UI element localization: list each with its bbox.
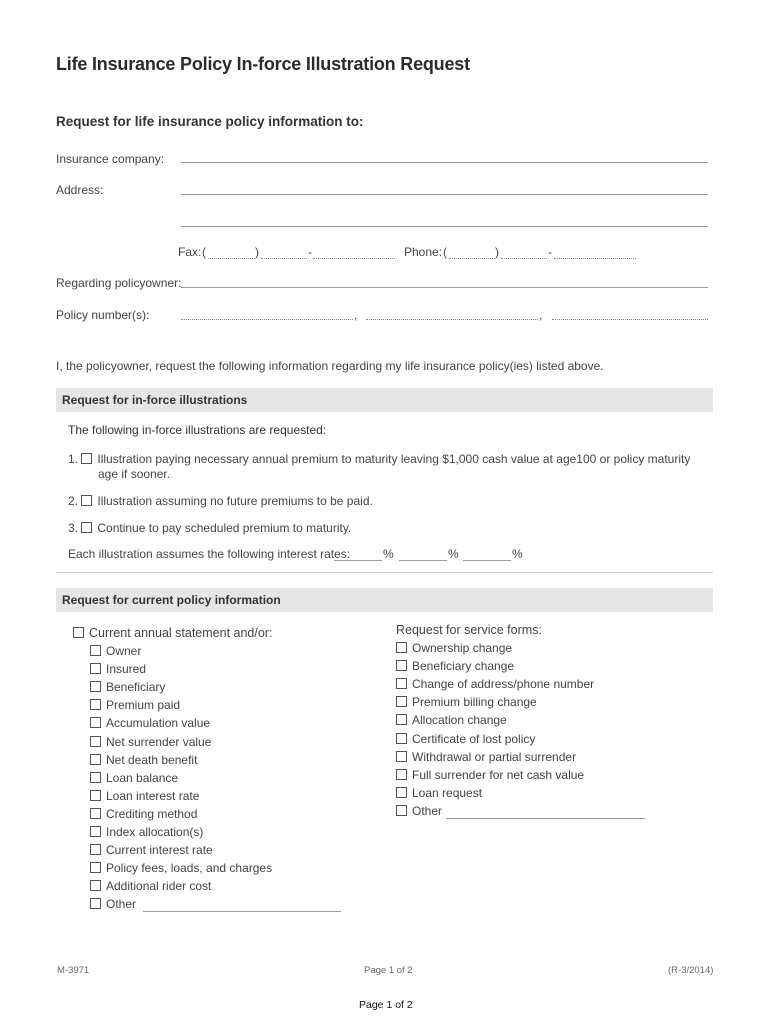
current-info-section-title: Request for current policy information [62, 593, 281, 607]
annual-statement-item [90, 771, 178, 785]
illustration-option-1-checkbox[interactable] [81, 453, 92, 464]
annual-statement-item [90, 897, 136, 911]
illustration-option-2-checkbox[interactable] [81, 495, 92, 506]
annual-statement-checkbox[interactable] [90, 754, 101, 765]
service-form-checkbox[interactable] [396, 660, 407, 671]
annual-statement-item [90, 680, 165, 694]
annual-statement-item-label: Net surrender value [106, 734, 212, 749]
service-form-item [396, 695, 537, 709]
service-form-checkbox[interactable] [396, 787, 407, 798]
fax-paren-close: ) [255, 245, 259, 259]
fax-dash: - [308, 245, 312, 259]
service-form-item [396, 677, 594, 691]
phone-prefix-field[interactable] [501, 258, 547, 259]
annual-statement-item-label: Current interest rate [106, 843, 213, 858]
fax-line-field[interactable] [313, 258, 395, 259]
annual-statement-item-label: Loan interest rate [106, 788, 200, 803]
annual-statement-checkbox[interactable] [90, 699, 101, 710]
annual-statement-checkbox[interactable] [73, 627, 84, 638]
illustration-option-3-number: 3. [68, 521, 79, 535]
annual-statement-checkbox[interactable] [90, 862, 101, 873]
interest-rate-percent-1: % [383, 547, 394, 561]
section-divider [56, 572, 713, 573]
service-form-item-label: Withdrawal or partial surrender [412, 749, 577, 764]
viewer-page-indicator: Page 1 of 2 [359, 999, 413, 1011]
page-title: Life Insurance Policy In-force Illustration Request [56, 54, 470, 74]
policy-number-field-1[interactable] [181, 319, 353, 320]
service-form-checkbox[interactable] [396, 733, 407, 744]
illustration-option-3-checkbox[interactable] [81, 522, 92, 533]
illustration-option-2-number: 2. [68, 494, 79, 508]
annual-statement-item [90, 662, 146, 676]
illustration-option-2 [68, 494, 373, 508]
service-form-checkbox[interactable] [396, 769, 407, 780]
annual-statement-item-label: Crediting method [106, 806, 198, 821]
fax-area-code-field[interactable] [208, 258, 255, 259]
policy-number-field-2[interactable] [366, 319, 538, 320]
phone-label: Phone: [404, 245, 443, 259]
annual-statement-item [90, 789, 199, 803]
form-number: M-3971 [57, 965, 90, 976]
annual-statement-checkbox[interactable] [90, 772, 101, 783]
phone-line-field[interactable] [554, 258, 636, 259]
annual-statement-item [90, 698, 180, 712]
revision-date: (R-3/2014) [668, 965, 714, 976]
illustration-option-1 [68, 452, 690, 466]
annual-statement-item [90, 753, 197, 767]
service-form-checkbox[interactable] [396, 751, 407, 762]
service-form-item [396, 750, 576, 764]
service-forms-label: Request for service forms: [396, 623, 542, 637]
illustration-option-3 [68, 521, 351, 535]
insurance-company-label: Insurance company: [56, 152, 165, 166]
illustration-option-3-text: Continue to pay scheduled premium to maturity. [97, 521, 352, 535]
annual-statement-checkbox[interactable] [90, 808, 101, 819]
service-form-item-label: Premium billing change [412, 695, 537, 710]
inforce-section-header [56, 388, 713, 412]
service-form-checkbox[interactable] [396, 678, 407, 689]
phone-dash: - [548, 245, 552, 259]
annual-statement-checkbox[interactable] [90, 663, 101, 674]
annual-statement-item [90, 716, 210, 730]
service-form-item [396, 786, 482, 800]
service-form-item [396, 768, 584, 782]
illustration-option-1-text: Illustration paying necessary annual premium to maturity leaving $1,000 cash value at age100 or policy maturity [97, 452, 691, 466]
annual-statement-checkbox[interactable] [90, 645, 101, 656]
annual-statement-item [90, 843, 213, 857]
annual-statement-checkbox[interactable] [90, 717, 101, 728]
phone-area-code-field[interactable] [449, 258, 495, 259]
annual-statement-item [90, 644, 141, 658]
service-form-item [396, 732, 535, 746]
policy-number-comma-1: , [354, 308, 358, 322]
annual-statement-item-label: Insured [106, 662, 147, 677]
address-field-line-2[interactable] [181, 226, 708, 227]
annual-statement-label: Current annual statement and/or: [89, 626, 273, 640]
annual-statement-item-label: Owner [106, 644, 142, 658]
annual-statement-item [90, 825, 203, 839]
service-form-item-label: Other [412, 803, 443, 818]
inforce-section-title: Request for in-force illustrations [62, 393, 248, 407]
service-form-item-label: Full surrender for net cash value [412, 767, 585, 782]
annual-statement-item-label: Additional rider cost [106, 879, 212, 894]
annual-statement-checkbox[interactable] [90, 844, 101, 855]
service-other-field[interactable] [446, 818, 645, 819]
current-info-section-header [56, 588, 713, 612]
phone-paren-close: ) [495, 245, 499, 259]
service-form-checkbox[interactable] [396, 714, 407, 725]
service-form-item-label: Certificate of lost policy [412, 731, 536, 746]
illustration-option-1-text-line-2: age if sooner. [98, 467, 171, 481]
service-form-checkbox[interactable] [396, 805, 407, 816]
illustration-option-1-number: 1. [68, 452, 79, 466]
fax-label: Fax: [178, 245, 202, 259]
policy-number-field-3[interactable] [552, 319, 708, 320]
interest-rate-field-1[interactable] [334, 560, 382, 561]
annual-statement-item [90, 879, 211, 893]
policy-number-comma-2: , [539, 308, 543, 322]
annual-statement-checkbox[interactable] [90, 790, 101, 801]
fax-prefix-field[interactable] [261, 258, 307, 259]
fax-paren-open: ( [202, 245, 206, 259]
service-form-item [396, 804, 442, 818]
page-indicator: Page 1 of 2 [364, 965, 413, 976]
annual-statement-checkbox[interactable] [90, 736, 101, 747]
phone-paren-open: ( [443, 245, 447, 259]
annual-statement-item [90, 807, 197, 821]
interest-rates-label: Each illustration assumes the following interest rates: [68, 547, 351, 561]
insurance-company-field[interactable] [181, 162, 708, 163]
request-subtitle: Request for life insurance policy information to: [56, 114, 364, 129]
policyowner-label: Regarding policyowner: [56, 276, 182, 290]
illustration-option-2-text: Illustration assuming no future premiums to be paid. [97, 494, 373, 508]
illustrations-intro: The following in-force illustrations are requested: [68, 423, 327, 437]
service-form-item [396, 659, 514, 673]
service-form-item-label: Loan request [412, 785, 483, 800]
annual-statement-item-label: Other [106, 897, 137, 912]
annual-statement-checkbox[interactable] [90, 681, 101, 692]
annual-statement-item-label: Index allocation(s) [106, 825, 204, 839]
address-field-line-1[interactable] [181, 194, 708, 195]
annual-statement-item-label: Net death benefit [106, 752, 198, 767]
annual-statement-item-label: Loan balance [106, 770, 179, 785]
service-form-item [396, 713, 507, 727]
service-form-checkbox[interactable] [396, 696, 407, 707]
policyowner-statement: I, the policyowner, request the following information regarding my life insurance policy(ies) listed above. [56, 359, 604, 373]
service-form-item-label: Ownership change [412, 641, 513, 655]
annual-statement-item-label: Beneficiary [106, 680, 166, 695]
service-form-checkbox[interactable] [396, 642, 407, 653]
interest-rate-percent-2: % [448, 547, 459, 561]
interest-rate-percent-3: % [512, 547, 523, 561]
annual-statement-option [73, 626, 272, 640]
annual-other-field[interactable] [143, 911, 341, 912]
service-form-item-label: Change of address/phone number [412, 677, 595, 692]
interest-rate-field-2[interactable] [399, 560, 447, 561]
annual-statement-item-label: Premium paid [106, 698, 181, 713]
service-form-item-label: Allocation change [412, 713, 507, 728]
policy-numbers-label: Policy number(s): [56, 308, 150, 322]
service-form-item-label: Beneficiary change [412, 659, 515, 674]
annual-statement-item-label: Policy fees, loads, and charges [106, 861, 273, 876]
annual-statement-checkbox[interactable] [90, 880, 101, 891]
address-label: Address: [56, 183, 104, 197]
annual-statement-checkbox[interactable] [90, 898, 101, 909]
policyowner-field[interactable] [181, 287, 708, 288]
annual-statement-item [90, 861, 272, 875]
service-form-item [396, 641, 512, 655]
annual-statement-item-label: Accumulation value [106, 716, 211, 731]
annual-statement-item [90, 735, 211, 749]
interest-rate-field-3[interactable] [463, 560, 511, 561]
annual-statement-checkbox[interactable] [90, 826, 101, 837]
